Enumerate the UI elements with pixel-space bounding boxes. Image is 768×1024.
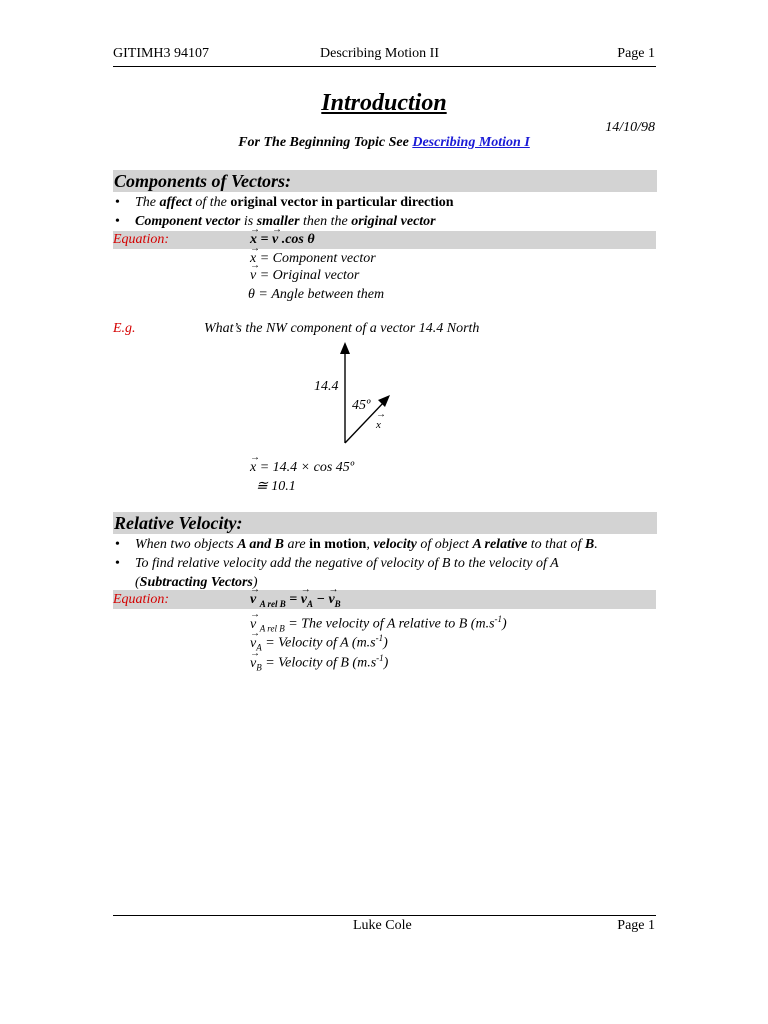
example-text: What’s the NW component of a vector 14.4 North (204, 321, 480, 336)
header-center: Describing Motion II (320, 46, 439, 61)
subtitle-prefix: For The Beginning Topic See (238, 135, 413, 150)
calc-line-1: x → = 14.4 × cos 45º (250, 459, 354, 477)
equation-band (113, 231, 656, 249)
subtitle (0, 135, 768, 151)
equation-main: x → = v → .cos θ (250, 231, 315, 249)
footer-author: Luke Cole (353, 918, 412, 933)
describing-motion-link[interactable]: Describing Motion I (412, 135, 530, 150)
footer-page: Page 1 (617, 918, 655, 933)
calc-line-2: ≅ 10.1 (256, 479, 296, 494)
bullet-item: • To find relative velocity add the negative of velocity of B to the velocity of A (Subtracting Vectors) (113, 554, 656, 592)
def-angle: θ = Angle between them (248, 287, 385, 302)
example-label: E.g. (113, 321, 136, 336)
date: 14/10/98 (605, 120, 655, 135)
north-arrowhead (340, 342, 350, 354)
header-left: GITIMH3 94107 (113, 46, 210, 61)
diagram-component-label: x → (376, 416, 381, 434)
header-right: Page 1 (617, 46, 655, 61)
bullet-item: • When two objects A and B are in motion, velocity of object A relative to that of B. (113, 535, 656, 554)
diagram-angle: 45º (352, 398, 371, 413)
footer-rule (113, 915, 656, 916)
bullet-item: • Component vector is smaller then the original vector (113, 212, 454, 231)
components-bullets (113, 193, 454, 231)
equation-label: Equation: (113, 232, 169, 247)
header-rule (113, 66, 656, 67)
relative-velocity-equation: $v \to _{A rel B} = v \to_A - v \to_B$ (250, 591, 341, 613)
equation-label-2: Equation: (113, 592, 169, 607)
page-title: Introduction (321, 90, 447, 116)
def-velocity-b: $v \to_B$ = Velocity of B $(m.s^{-1})$ (250, 649, 388, 676)
def-velocity-a: $v \to_A$ = Velocity of A $(m.s^{-1})$ (250, 629, 388, 656)
def-component: x → = Component vector (250, 250, 376, 268)
bullet-item: • The affect of the original vector in particular direction (113, 193, 454, 212)
def-relative-velocity: v → $_{A rel B}$ = The velocity of A relative to B $(m.s^{-1})$ (250, 610, 507, 637)
section-heading-components: Components of Vectors: (113, 170, 657, 192)
relative-velocity-bullets (113, 535, 656, 592)
def-original: v → = Original vector (250, 267, 359, 285)
equation-band-2 (113, 590, 656, 609)
diagram-magnitude: 14.4 (314, 379, 339, 394)
section-heading-relative-velocity: Relative Velocity: (113, 512, 657, 534)
